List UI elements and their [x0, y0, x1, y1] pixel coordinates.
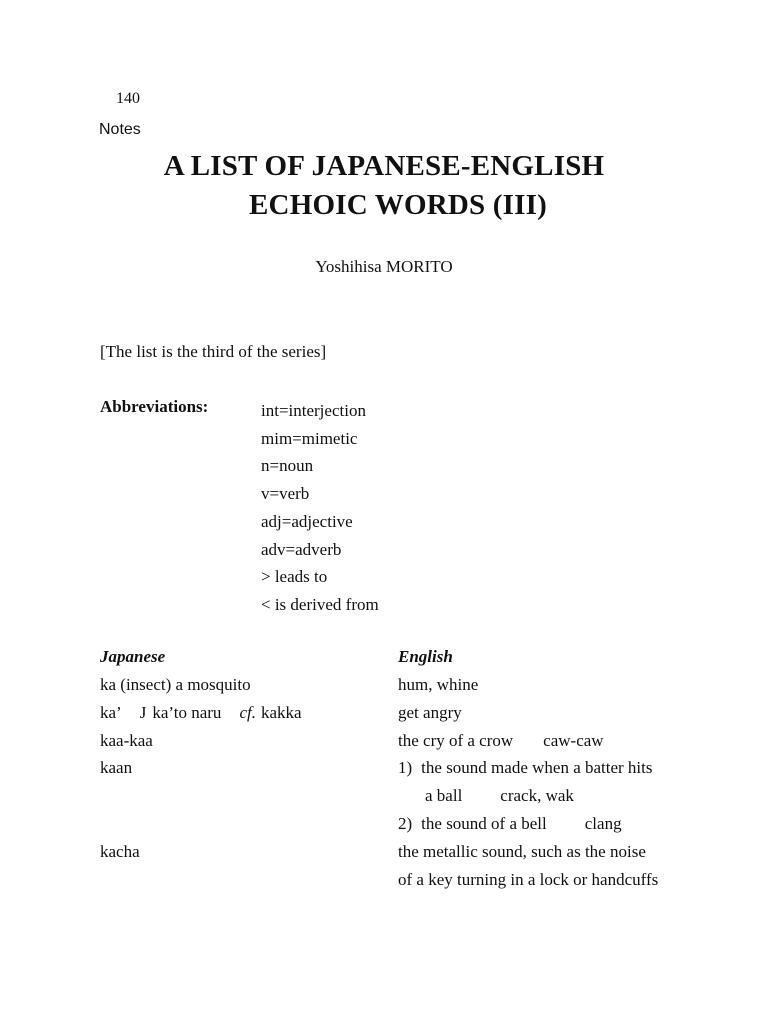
- entry-english-ka-stop: get angry: [398, 703, 462, 722]
- sense-text: the sound of a bell: [421, 814, 547, 833]
- entry-word: ka’: [100, 703, 122, 722]
- entry-cross-reference: kakka: [260, 703, 302, 722]
- abbreviation-item: v=verb: [261, 484, 310, 504]
- title-line-2: ECHOIC WORDS (III): [249, 189, 547, 221]
- entry-english-kacha-line-1: the metallic sound, such as the noise: [398, 842, 646, 861]
- sense-number: 1): [398, 758, 413, 777]
- entry-equivalent: caw-caw: [543, 731, 604, 750]
- sense-equivalent: crack, wak: [500, 786, 574, 805]
- abbreviation-item: adv=adverb: [261, 539, 342, 559]
- page-number: 140: [116, 90, 140, 107]
- entry-cf: cf.: [239, 703, 256, 722]
- intro-note: [The list is the third of the series]: [100, 342, 327, 361]
- entry-arrow: J: [139, 703, 147, 722]
- entry-english-kaan-sense-1-cont: [425, 786, 574, 806]
- abbreviation-item: > leads to: [261, 567, 328, 587]
- column-header-english: English: [398, 647, 453, 666]
- entry-japanese-kacha: kacha: [100, 842, 140, 861]
- entry-japanese-kaa-kaa: kaa-kaa: [100, 731, 153, 750]
- abbreviation-item: int=interjection: [261, 401, 366, 420]
- abbreviation-item: adj=adjective: [261, 511, 353, 531]
- abbreviation-item: < is derived from: [261, 594, 379, 614]
- sense-text: the sound made when a batter hits: [421, 758, 653, 777]
- entry-english-kaan-sense-1: [398, 758, 653, 778]
- entry-japanese-ka: ka (insect) a mosquito: [100, 675, 251, 694]
- title-line-1: A LIST OF JAPANESE-ENGLISH: [163, 150, 605, 182]
- entry-english-ka: hum, whine: [398, 675, 479, 694]
- abbreviations-label: Abbreviations:: [100, 397, 209, 416]
- entry-japanese-kaan: kaan: [100, 758, 133, 777]
- sense-equivalent: clang: [584, 814, 622, 833]
- entry-english-kacha-line-2: of a key turning in a lock or handcuffs: [398, 870, 659, 889]
- entry-phrase: ka’to naru: [152, 703, 222, 722]
- sense-text-continued: a ball: [425, 786, 463, 805]
- sense-number: 2): [398, 814, 413, 833]
- abbreviations-list: [261, 397, 379, 619]
- abbreviation-item: n=noun: [261, 456, 314, 476]
- entry-english-kaa-kaa: [398, 731, 604, 751]
- section-label: Notes: [99, 121, 141, 138]
- author: Yoshihisa MORITO: [315, 257, 453, 276]
- entry-japanese-ka-stop: [100, 703, 302, 723]
- entry-english-kaan-sense-2: [398, 814, 622, 834]
- entry-gloss: the cry of a crow: [398, 731, 514, 750]
- abbreviation-item: mim=mimetic: [261, 428, 358, 448]
- column-header-japanese: Japanese: [100, 647, 166, 666]
